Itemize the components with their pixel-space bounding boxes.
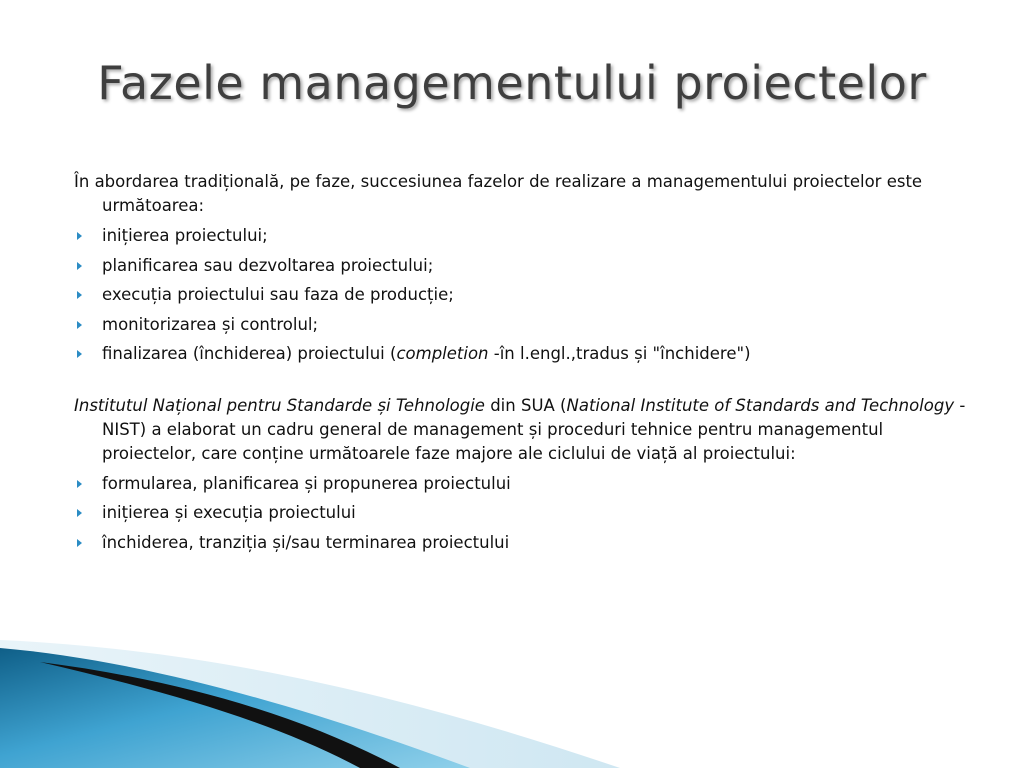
traditional-phases-list	[74, 224, 974, 366]
triangle-bullet-icon	[77, 509, 82, 517]
list-item: monitorizarea și controlul;	[74, 313, 974, 337]
triangle-bullet-icon	[77, 321, 82, 329]
triangle-bullet-icon	[77, 539, 82, 547]
list-item: inițierea și execuția proiectului	[74, 501, 974, 525]
page-title: Fazele managementului proiectelor	[97, 56, 927, 110]
triangle-bullet-icon	[77, 232, 82, 240]
list-item: formularea, planificarea și propunerea proiectului	[74, 472, 974, 496]
triangle-bullet-icon	[77, 350, 82, 358]
intro-paragraph: În abordarea tradițională, pe faze, succesiunea fazelor de realizare a managementului proiectelor este următoarea:	[74, 172, 923, 215]
list-item: planificarea sau dezvoltarea proiectului;	[74, 254, 974, 278]
list-item: închiderea, tranziția și/sau terminarea proiectului	[74, 531, 974, 555]
completion-term: completion	[396, 344, 489, 363]
triangle-bullet-icon	[77, 480, 82, 488]
list-item: finalizarea (închiderea) proiectului (completion -în l.engl.,tradus și "închidere")	[74, 342, 974, 366]
slide-content	[74, 170, 974, 560]
list-item: execuția proiectului sau faza de producție;	[74, 283, 974, 307]
triangle-bullet-icon	[77, 262, 82, 270]
nist-paragraph: Institutul Național pentru Standarde și Tehnologie din SUA (National Institute of Standards and Technology -NIST) a elaborat un cadru general de management și proceduri tehnice pentru managementul proiectelor, care conține următoarele faze majore ale ciclului de viață al proiectului:	[74, 395, 966, 463]
list-item: inițierea proiectului;	[74, 224, 974, 248]
triangle-bullet-icon	[77, 291, 82, 299]
nist-phases-list	[74, 472, 974, 555]
